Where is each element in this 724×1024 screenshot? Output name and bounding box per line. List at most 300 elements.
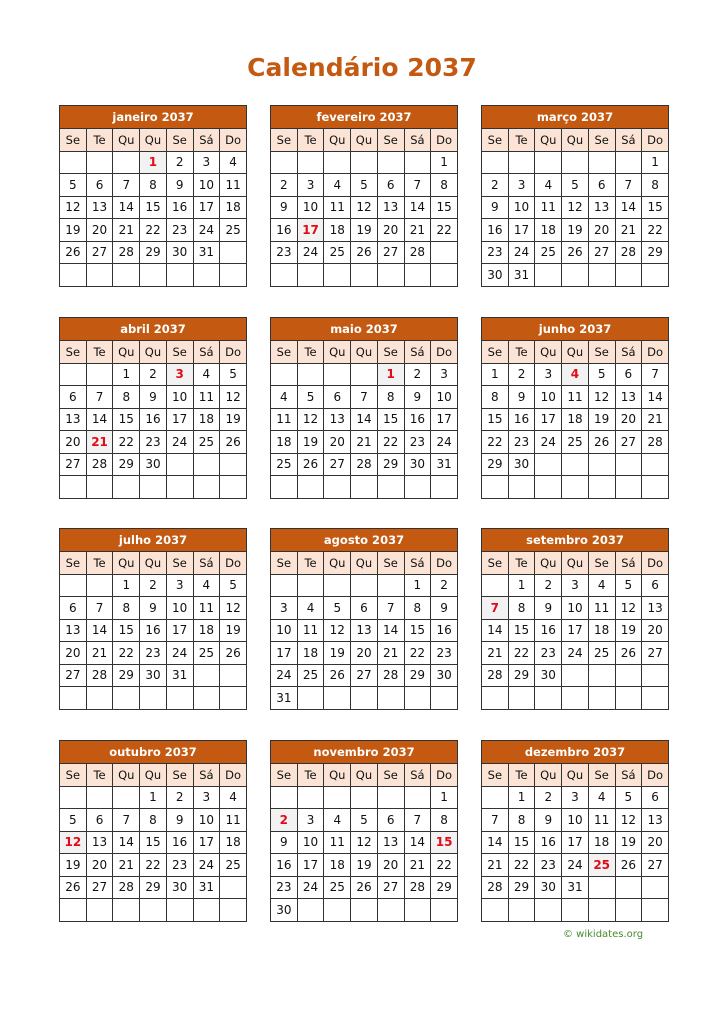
day-cell: 14 — [113, 196, 140, 219]
day-cell: 9 — [166, 174, 193, 197]
day-cell: 4 — [324, 174, 351, 197]
day-cell: 3 — [562, 786, 589, 809]
day-cell: 26 — [351, 241, 378, 264]
day-cell: 1 — [431, 151, 458, 174]
week-row — [60, 899, 247, 922]
day-cell: 23 — [140, 642, 167, 665]
empty-day-cell — [535, 687, 562, 710]
day-cell: 28 — [615, 241, 642, 264]
month-calendar — [59, 317, 247, 499]
day-cell: 26 — [588, 431, 615, 454]
day-cell: 27 — [86, 241, 113, 264]
day-cell: 21 — [615, 219, 642, 242]
month-grid — [481, 763, 669, 922]
month-grid — [481, 128, 669, 287]
day-cell: 17 — [562, 831, 589, 854]
week-row — [271, 408, 458, 431]
week-row — [482, 264, 669, 287]
day-cell: 30 — [166, 241, 193, 264]
month-calendar — [481, 740, 669, 922]
day-cell: 21 — [113, 219, 140, 242]
month-calendar — [270, 105, 458, 287]
day-cell: 2 — [482, 174, 509, 197]
day-cell: 2 — [166, 151, 193, 174]
weekday-label: Se — [377, 129, 404, 152]
weekday-label: Qu — [140, 764, 167, 787]
week-row — [60, 386, 247, 409]
weekday-label: Se — [271, 129, 298, 152]
day-cell: 1 — [113, 574, 140, 597]
day-cell: 5 — [60, 174, 87, 197]
week-row — [271, 687, 458, 710]
empty-day-cell — [482, 899, 509, 922]
day-cell: 21 — [482, 642, 509, 665]
day-cell: 27 — [642, 854, 669, 877]
weekday-label: Do — [642, 129, 669, 152]
day-cell: 19 — [220, 619, 247, 642]
day-cell: 25 — [324, 876, 351, 899]
weekday-header-row — [482, 341, 669, 364]
weekday-label: Se — [60, 764, 87, 787]
weekday-label: Se — [60, 129, 87, 152]
day-cell: 16 — [482, 219, 509, 242]
day-cell: 10 — [297, 831, 324, 854]
week-row — [482, 642, 669, 665]
empty-day-cell — [60, 687, 87, 710]
week-row — [60, 619, 247, 642]
month-header: abril 2037 — [59, 317, 247, 340]
empty-day-cell — [166, 687, 193, 710]
empty-day-cell — [220, 899, 247, 922]
day-cell: 7 — [404, 174, 431, 197]
month-calendar — [481, 528, 669, 710]
weekday-label: Qu — [113, 129, 140, 152]
day-cell: 30 — [535, 876, 562, 899]
day-cell: 26 — [615, 642, 642, 665]
day-cell: 14 — [377, 619, 404, 642]
day-cell: 15 — [482, 408, 509, 431]
empty-day-cell — [271, 151, 298, 174]
day-cell: 20 — [86, 219, 113, 242]
day-cell: 15 — [377, 408, 404, 431]
day-cell: 12 — [324, 619, 351, 642]
weekday-label: Qu — [535, 552, 562, 575]
day-cell: 16 — [271, 219, 298, 242]
empty-day-cell — [140, 899, 167, 922]
day-cell: 26 — [615, 854, 642, 877]
day-cell: 11 — [220, 174, 247, 197]
day-cell: 25 — [271, 453, 298, 476]
day-cell: 17 — [431, 408, 458, 431]
weekday-header-row — [60, 552, 247, 575]
weekday-label: Sá — [193, 341, 220, 364]
day-cell: 13 — [377, 196, 404, 219]
weekday-label: Do — [642, 552, 669, 575]
day-cell: 4 — [271, 386, 298, 409]
week-row — [482, 899, 669, 922]
day-cell: 4 — [193, 363, 220, 386]
weekday-label: Se — [166, 341, 193, 364]
day-cell: 6 — [588, 174, 615, 197]
day-cell: 12 — [615, 809, 642, 832]
weekday-label: Do — [220, 341, 247, 364]
weekday-header-row — [482, 552, 669, 575]
weekday-header-row — [271, 341, 458, 364]
weekday-label: Sá — [404, 552, 431, 575]
day-cell: 2 — [535, 574, 562, 597]
day-cell: 5 — [220, 574, 247, 597]
empty-day-cell — [482, 687, 509, 710]
day-cell: 19 — [324, 642, 351, 665]
holiday-day-cell: 2 — [271, 809, 298, 832]
day-cell: 30 — [431, 664, 458, 687]
day-cell: 3 — [562, 574, 589, 597]
day-cell: 27 — [60, 664, 87, 687]
day-cell: 9 — [140, 597, 167, 620]
day-cell: 27 — [377, 241, 404, 264]
weekday-header-row — [482, 764, 669, 787]
day-cell: 24 — [193, 219, 220, 242]
weekday-label: Se — [588, 764, 615, 787]
day-cell: 30 — [166, 876, 193, 899]
day-cell: 15 — [113, 619, 140, 642]
empty-day-cell — [431, 476, 458, 499]
day-cell: 24 — [166, 642, 193, 665]
empty-day-cell — [482, 786, 509, 809]
day-cell: 17 — [166, 619, 193, 642]
day-cell: 30 — [140, 664, 167, 687]
day-cell: 15 — [642, 196, 669, 219]
day-cell: 27 — [615, 431, 642, 454]
weekday-label: Se — [377, 764, 404, 787]
day-cell: 21 — [404, 854, 431, 877]
day-cell: 24 — [193, 854, 220, 877]
day-cell: 14 — [113, 831, 140, 854]
week-row — [60, 574, 247, 597]
weekday-label: Sá — [615, 129, 642, 152]
empty-day-cell — [193, 687, 220, 710]
empty-day-cell — [166, 264, 193, 287]
day-cell: 15 — [113, 408, 140, 431]
day-cell: 4 — [220, 151, 247, 174]
day-cell: 10 — [297, 196, 324, 219]
week-row — [482, 854, 669, 877]
day-cell: 3 — [271, 597, 298, 620]
month-header: maio 2037 — [270, 317, 458, 340]
day-cell: 9 — [140, 386, 167, 409]
empty-day-cell — [60, 574, 87, 597]
weekday-label: Do — [220, 764, 247, 787]
weekday-label: Se — [60, 341, 87, 364]
empty-day-cell — [431, 241, 458, 264]
day-cell: 8 — [377, 386, 404, 409]
empty-day-cell — [377, 264, 404, 287]
day-cell: 2 — [140, 574, 167, 597]
day-cell: 10 — [193, 174, 220, 197]
day-cell: 18 — [271, 431, 298, 454]
day-cell: 9 — [508, 386, 535, 409]
weekday-label: Qu — [140, 341, 167, 364]
day-cell: 10 — [562, 809, 589, 832]
day-cell: 23 — [140, 431, 167, 454]
day-cell: 15 — [431, 196, 458, 219]
empty-day-cell — [535, 151, 562, 174]
day-cell: 29 — [642, 241, 669, 264]
day-cell: 29 — [140, 241, 167, 264]
day-cell: 16 — [271, 854, 298, 877]
day-cell: 17 — [508, 219, 535, 242]
empty-day-cell — [86, 476, 113, 499]
week-row — [60, 196, 247, 219]
day-cell: 27 — [351, 664, 378, 687]
day-cell: 12 — [60, 196, 87, 219]
month-header: setembro 2037 — [481, 528, 669, 551]
day-cell: 19 — [351, 854, 378, 877]
holiday-day-cell: 4 — [562, 363, 589, 386]
day-cell: 5 — [324, 597, 351, 620]
week-row — [482, 687, 669, 710]
day-cell: 17 — [297, 854, 324, 877]
day-cell: 18 — [588, 831, 615, 854]
empty-day-cell — [377, 574, 404, 597]
weekday-label: Qu — [324, 341, 351, 364]
day-cell: 11 — [297, 619, 324, 642]
weekday-label: Qu — [535, 341, 562, 364]
week-row — [271, 809, 458, 832]
week-row — [271, 363, 458, 386]
empty-day-cell — [113, 151, 140, 174]
empty-day-cell — [535, 476, 562, 499]
month-grid — [270, 551, 458, 710]
empty-day-cell — [297, 786, 324, 809]
day-cell: 3 — [193, 151, 220, 174]
weekday-label: Sá — [193, 764, 220, 787]
day-cell: 3 — [508, 174, 535, 197]
empty-day-cell — [220, 476, 247, 499]
day-cell: 30 — [271, 899, 298, 922]
day-cell: 11 — [220, 809, 247, 832]
week-row — [60, 664, 247, 687]
day-cell: 18 — [588, 619, 615, 642]
day-cell: 8 — [482, 386, 509, 409]
holiday-day-cell: 15 — [431, 831, 458, 854]
day-cell: 5 — [297, 386, 324, 409]
empty-day-cell — [377, 786, 404, 809]
day-cell: 26 — [351, 876, 378, 899]
empty-day-cell — [588, 687, 615, 710]
footer-credit: © wikidates.org — [563, 929, 644, 940]
day-cell: 3 — [297, 809, 324, 832]
day-cell: 19 — [351, 219, 378, 242]
empty-day-cell — [351, 574, 378, 597]
empty-day-cell — [271, 363, 298, 386]
day-cell: 13 — [324, 408, 351, 431]
weekday-label: Te — [508, 552, 535, 575]
page-title: Calendário 2037 — [247, 53, 477, 82]
day-cell: 6 — [615, 363, 642, 386]
week-row — [60, 642, 247, 665]
weekday-label: Do — [431, 341, 458, 364]
day-cell: 24 — [297, 241, 324, 264]
weekday-label: Se — [166, 129, 193, 152]
empty-day-cell — [562, 899, 589, 922]
empty-day-cell — [431, 264, 458, 287]
day-cell: 4 — [220, 786, 247, 809]
day-cell: 12 — [615, 597, 642, 620]
day-cell: 20 — [588, 219, 615, 242]
day-cell: 16 — [404, 408, 431, 431]
month-header: janeiro 2037 — [59, 105, 247, 128]
day-cell: 8 — [431, 174, 458, 197]
day-cell: 20 — [324, 431, 351, 454]
weekday-label: Qu — [351, 341, 378, 364]
day-cell: 8 — [140, 809, 167, 832]
day-cell: 20 — [351, 642, 378, 665]
holiday-day-cell: 12 — [60, 831, 87, 854]
empty-day-cell — [297, 476, 324, 499]
day-cell: 10 — [535, 386, 562, 409]
week-row — [60, 476, 247, 499]
week-row — [271, 386, 458, 409]
day-cell: 6 — [324, 386, 351, 409]
empty-day-cell — [377, 151, 404, 174]
month-grid — [270, 763, 458, 922]
day-cell: 31 — [271, 687, 298, 710]
day-cell: 10 — [166, 386, 193, 409]
day-cell: 24 — [508, 241, 535, 264]
weekday-label: Qu — [113, 552, 140, 575]
day-cell: 13 — [60, 619, 87, 642]
day-cell: 21 — [113, 854, 140, 877]
day-cell: 23 — [508, 431, 535, 454]
day-cell: 30 — [535, 664, 562, 687]
day-cell: 9 — [404, 386, 431, 409]
day-cell: 9 — [535, 597, 562, 620]
day-cell: 15 — [508, 619, 535, 642]
empty-day-cell — [220, 876, 247, 899]
day-cell: 17 — [166, 408, 193, 431]
day-cell: 23 — [404, 431, 431, 454]
month-grid — [59, 763, 247, 922]
day-cell: 22 — [113, 431, 140, 454]
day-cell: 19 — [562, 219, 589, 242]
day-cell: 8 — [508, 809, 535, 832]
day-cell: 18 — [193, 619, 220, 642]
month-header: outubro 2037 — [59, 740, 247, 763]
day-cell: 19 — [220, 408, 247, 431]
week-row — [60, 809, 247, 832]
weekday-label: Te — [86, 341, 113, 364]
day-cell: 6 — [377, 809, 404, 832]
day-cell: 31 — [193, 241, 220, 264]
day-cell: 7 — [113, 174, 140, 197]
weekday-label: Se — [377, 552, 404, 575]
empty-day-cell — [220, 453, 247, 476]
day-cell: 28 — [113, 241, 140, 264]
day-cell: 22 — [431, 854, 458, 877]
day-cell: 3 — [535, 363, 562, 386]
weekday-label: Qu — [535, 129, 562, 152]
week-row — [60, 687, 247, 710]
empty-day-cell — [113, 687, 140, 710]
empty-day-cell — [166, 899, 193, 922]
day-cell: 9 — [535, 809, 562, 832]
day-cell: 20 — [377, 854, 404, 877]
day-cell: 2 — [271, 174, 298, 197]
weekday-label: Te — [86, 129, 113, 152]
day-cell: 14 — [615, 196, 642, 219]
weekday-label: Do — [220, 552, 247, 575]
day-cell: 7 — [113, 809, 140, 832]
empty-day-cell — [642, 453, 669, 476]
empty-day-cell — [482, 151, 509, 174]
week-row — [60, 597, 247, 620]
weekday-label: Sá — [193, 552, 220, 575]
day-cell: 28 — [86, 453, 113, 476]
empty-day-cell — [60, 151, 87, 174]
empty-day-cell — [615, 453, 642, 476]
day-cell: 20 — [60, 431, 87, 454]
empty-day-cell — [220, 241, 247, 264]
empty-day-cell — [351, 786, 378, 809]
empty-day-cell — [588, 664, 615, 687]
week-row — [271, 574, 458, 597]
empty-day-cell — [86, 786, 113, 809]
empty-day-cell — [351, 476, 378, 499]
week-row — [271, 453, 458, 476]
day-cell: 28 — [482, 876, 509, 899]
empty-day-cell — [588, 453, 615, 476]
day-cell: 22 — [140, 854, 167, 877]
empty-day-cell — [642, 899, 669, 922]
day-cell: 31 — [166, 664, 193, 687]
day-cell: 17 — [535, 408, 562, 431]
empty-day-cell — [60, 899, 87, 922]
empty-day-cell — [113, 476, 140, 499]
empty-day-cell — [60, 786, 87, 809]
day-cell: 12 — [351, 196, 378, 219]
empty-day-cell — [482, 574, 509, 597]
day-cell: 28 — [86, 664, 113, 687]
empty-day-cell — [324, 264, 351, 287]
day-cell: 10 — [562, 597, 589, 620]
week-row — [482, 809, 669, 832]
day-cell: 5 — [615, 786, 642, 809]
empty-day-cell — [482, 476, 509, 499]
week-row — [271, 264, 458, 287]
empty-day-cell — [535, 264, 562, 287]
day-cell: 17 — [193, 196, 220, 219]
day-cell: 1 — [404, 574, 431, 597]
day-cell: 21 — [377, 642, 404, 665]
empty-day-cell — [220, 264, 247, 287]
empty-day-cell — [615, 664, 642, 687]
week-row — [271, 476, 458, 499]
week-row — [482, 386, 669, 409]
month-calendar — [481, 105, 669, 287]
weekday-label: Do — [431, 764, 458, 787]
day-cell: 10 — [193, 809, 220, 832]
weekday-label: Qu — [351, 129, 378, 152]
day-cell: 21 — [404, 219, 431, 242]
month-calendar — [270, 528, 458, 710]
day-cell: 2 — [140, 363, 167, 386]
day-cell: 1 — [431, 786, 458, 809]
day-cell: 2 — [166, 786, 193, 809]
day-cell: 13 — [60, 408, 87, 431]
day-cell: 22 — [482, 431, 509, 454]
weekday-label: Se — [482, 129, 509, 152]
